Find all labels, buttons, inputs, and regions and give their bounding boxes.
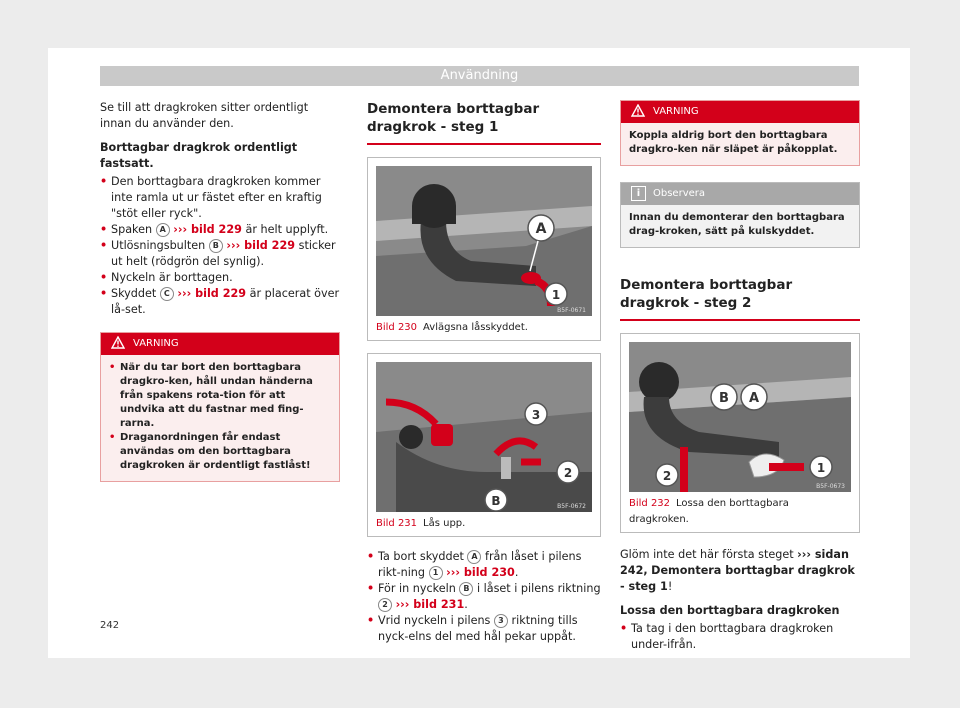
step-item: • Ta bort skyddet A från låset i pilens rikt-ning 1 ››› bild 230.	[367, 549, 601, 581]
note-header: i Observera	[621, 183, 859, 205]
figure-231	[367, 353, 601, 537]
warning-triangle-icon	[631, 104, 645, 117]
warning-item: • Draganordningen får endast användas om den borttagbara dragkroken är ordentligt fastlåst!	[109, 431, 331, 473]
step-item: • Vrid nyckeln i pilens 3 riktning tills nyck-elns del med hål pekar uppåt.	[367, 613, 601, 645]
warning-box	[620, 100, 860, 166]
bullet-item: • Utlösningsbulten B ››› bild 229 sticker ut helt (rödgrön del synlig).	[100, 238, 340, 270]
column-middle	[367, 100, 601, 645]
svg-text:1: 1	[551, 288, 561, 302]
note-body: Innan du demonterar den borttagbara drag-kroken, sätt på kulskyddet.	[629, 212, 845, 237]
svg-text:A: A	[748, 391, 760, 406]
section-title: Demontera borttagbar dragkrok - steg 1	[367, 100, 601, 145]
bullet-item: • Skyddet C ››› bild 229 är placerat över lå-set.	[100, 286, 340, 318]
note-box	[620, 182, 860, 248]
warning-body	[101, 355, 339, 481]
figure-link[interactable]: ››› bild 229	[173, 223, 242, 236]
page-link[interactable]: ››› sidan 242,	[620, 548, 849, 577]
callout-badge: B	[459, 582, 473, 596]
warning-header: VARNING	[101, 333, 339, 355]
warning-body: Koppla aldrig bort den borttagbara dragkro-ken när släpet är påkopplat.	[629, 130, 838, 155]
callout-badge: 3	[494, 614, 508, 628]
figure-link[interactable]: ››› bild 230	[446, 566, 515, 579]
towbar-lock-illustration	[376, 362, 592, 512]
callout-badge: A	[467, 550, 481, 564]
fixed-heading: Borttagbar dragkrok ordentligt fastsatt.	[100, 141, 298, 170]
callout-badge: 1	[429, 566, 443, 580]
sub-heading: Lossa den borttagbara dragkroken	[620, 604, 840, 617]
callout-badge: 2	[378, 598, 392, 612]
page-header: Användning	[100, 66, 859, 86]
callout-badge: A	[156, 223, 170, 237]
bullet-item: • Den borttagbara dragkroken kommer inte ramla ut ur fästet efter en kraftig "stöt eller ryck".	[100, 174, 340, 222]
step-item: • För in nyckeln B i låset i pilens riktning 2 ››› bild 231.	[367, 581, 601, 613]
svg-text:B5F-0671: B5F-0671	[557, 307, 586, 314]
svg-text:1: 1	[816, 461, 826, 475]
warning-item: • När du tar bort den borttagbara dragkro-ken, håll undan händerna från spakens rota-tion för att undvika att du fastnar med fing-rarna.	[109, 361, 331, 431]
reminder-text: Glöm inte det här första steget ››› sidan 242, Demontera borttagbar dragkrok - steg 1!	[620, 548, 855, 593]
intro-text: Se till att dragkroken sitter ordentligt innan du använder den.	[100, 101, 309, 130]
svg-text:2: 2	[662, 469, 672, 483]
warning-box	[100, 332, 340, 482]
svg-text:B: B	[719, 391, 729, 406]
warning-header: VARNING	[621, 101, 859, 123]
figure-caption: Bild 232 Lossa den borttagbara dragkroken.	[629, 498, 789, 525]
section-title: Demontera borttagbar dragkrok - steg 2	[620, 276, 860, 321]
bullet-item: • Ta tag i den borttagbara dragkroken under-ifrån.	[620, 621, 860, 653]
figure-link[interactable]: ››› bild 231	[395, 598, 465, 611]
svg-text:B5F-0673: B5F-0673	[816, 483, 845, 490]
info-icon: i	[631, 186, 646, 201]
warning-triangle-icon	[111, 336, 125, 349]
column-left	[100, 100, 340, 482]
bullet-item: • Spaken A ››› bild 229 är helt upplyft.	[100, 222, 340, 238]
bullet-item: • Nyckeln är borttagen.	[100, 270, 340, 286]
figure-caption: Bild 231 Lås upp.	[376, 518, 466, 529]
page-number: 242	[100, 620, 120, 631]
column-right	[620, 100, 860, 653]
towbar-release-illustration	[629, 342, 851, 492]
figure-link[interactable]: ››› bild 229	[226, 239, 296, 252]
svg-text:B5F-0672: B5F-0672	[557, 503, 586, 510]
svg-text:B: B	[491, 494, 501, 508]
towbar-cap-illustration	[376, 166, 592, 316]
svg-text:A: A	[535, 221, 547, 237]
figure-link[interactable]: ››› bild 229	[177, 287, 247, 300]
callout-badge: C	[160, 287, 174, 301]
figure-232	[620, 333, 860, 533]
callout-badge: B	[209, 239, 223, 253]
svg-text:3: 3	[531, 408, 541, 422]
svg-text:2: 2	[563, 466, 573, 480]
figure-230	[367, 157, 601, 341]
figure-caption: Bild 230 Avlägsna låsskyddet.	[376, 322, 528, 333]
